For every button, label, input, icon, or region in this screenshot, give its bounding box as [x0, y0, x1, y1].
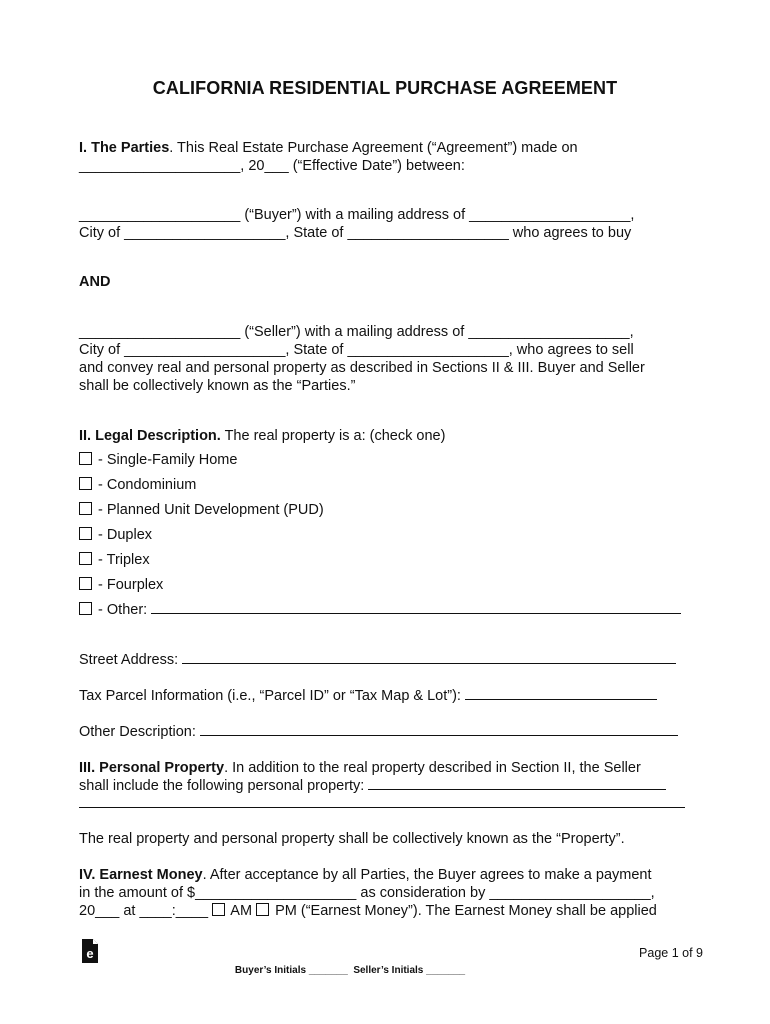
earnest-intro: . After acceptance by all Parties, the Buyer agrees to make a payment: [202, 867, 652, 883]
seller-line-1: ____________________ (“Seller”) with a mailing address of ____________________,: [79, 324, 634, 340]
parties-intro: . This Real Estate Purchase Agreement (“Agreement”) made on: [169, 140, 578, 156]
seller-line-4: shall be collectively known as the “Parties.”: [79, 378, 356, 394]
personal-property-line-2: [79, 777, 666, 795]
street-address-field[interactable]: [182, 651, 676, 664]
option-single-family[interactable]: [79, 451, 237, 469]
seller-line-2: City of ____________________, State of ____________________, who agrees to sell: [79, 342, 634, 358]
personal-property-line-3: [79, 795, 685, 813]
earnest-time: 20___ at ____:____: [79, 903, 213, 919]
option-label: - Duplex: [94, 527, 153, 543]
personal-heading: III. Personal Property: [79, 760, 225, 776]
checkbox-icon[interactable]: [79, 552, 92, 565]
checkbox-icon[interactable]: [79, 502, 92, 515]
document-title: CALIFORNIA RESIDENTIAL PURCHASE AGREEMENT: [152, 78, 618, 98]
pm-checkbox-icon[interactable]: [256, 903, 269, 916]
checkbox-icon[interactable]: [79, 602, 92, 615]
other-description-field[interactable]: [200, 723, 678, 736]
svg-text:e: e: [86, 946, 94, 961]
option-label: - Single-Family Home: [94, 452, 238, 468]
personal-property-field-2[interactable]: [79, 795, 685, 808]
option-duplex[interactable]: [79, 526, 152, 544]
earnest-money-line-1: [79, 866, 652, 884]
option-condominium[interactable]: [79, 476, 196, 494]
option-other[interactable]: [79, 601, 681, 619]
tax-parcel-field[interactable]: [465, 687, 657, 700]
checkbox-icon[interactable]: [79, 477, 92, 490]
page-number: Page 1 of 9: [639, 946, 703, 960]
seller-line-3: and convey real and personal property as described in Sections II & III. Buyer and Seller: [79, 360, 645, 376]
and-label: AND: [79, 274, 111, 290]
buyer-line-2: City of ____________________, State of ____________________ who agrees to buy: [79, 225, 632, 241]
personal-intro: . In addition to the real property described in Section II, the Seller: [224, 760, 641, 776]
earnest-tail: PM (“Earnest Money”). The Earnest Money shall be applied: [271, 903, 657, 919]
am-checkbox-icon[interactable]: [212, 903, 225, 916]
other-description-label: Other Description:: [79, 724, 200, 740]
buyer-line-1: ____________________ (“Buyer”) with a mailing address of ____________________,: [79, 207, 635, 223]
legal-description-line: [79, 427, 445, 445]
other-fill-line[interactable]: [151, 601, 681, 614]
document-e-icon: [80, 938, 100, 964]
legal-heading: II. Legal Description.: [79, 428, 221, 444]
parties-heading: I. The Parties: [79, 140, 170, 156]
option-triplex[interactable]: [79, 551, 150, 569]
earnest-heading: IV. Earnest Money: [79, 867, 203, 883]
option-fourplex[interactable]: [79, 576, 163, 594]
am-label: AM: [227, 903, 257, 919]
tax-parcel-line: [79, 687, 657, 705]
street-address-line: [79, 651, 676, 669]
legal-intro: The real property is a: (check one): [220, 428, 446, 444]
effective-date-line: ____________________, 20___ (“Effective Date”) between:: [79, 158, 465, 174]
option-label: - Planned Unit Development (PUD): [94, 502, 324, 518]
option-label: - Fourplex: [94, 577, 164, 593]
personal-property-line-1: [79, 759, 641, 777]
checkbox-icon[interactable]: [79, 577, 92, 590]
other-description-line: [79, 723, 678, 741]
checkbox-icon[interactable]: [79, 452, 92, 465]
personal-property-field[interactable]: [368, 777, 666, 790]
option-label: - Condominium: [94, 477, 197, 493]
initials-line: Buyer’s Initials _______ Seller’s Initials _______: [234, 965, 466, 976]
checkbox-icon[interactable]: [79, 527, 92, 540]
street-address-label: Street Address:: [79, 652, 183, 668]
earnest-money-line-3: [79, 902, 657, 920]
tax-parcel-label: Tax Parcel Information (i.e., “Parcel ID” or “Tax Map & Lot”):: [79, 688, 465, 704]
option-label: - Triplex: [94, 552, 150, 568]
parties-paragraph-line-1: [79, 139, 578, 157]
earnest-money-line-2: in the amount of $____________________ as consideration by ____________________,: [79, 885, 655, 901]
property-definition: The real property and personal property shall be collectively known as the “Property”.: [79, 831, 625, 847]
option-label: - Other:: [94, 602, 152, 618]
personal-label: shall include the following personal property:: [79, 778, 369, 794]
option-pud[interactable]: [79, 501, 324, 519]
